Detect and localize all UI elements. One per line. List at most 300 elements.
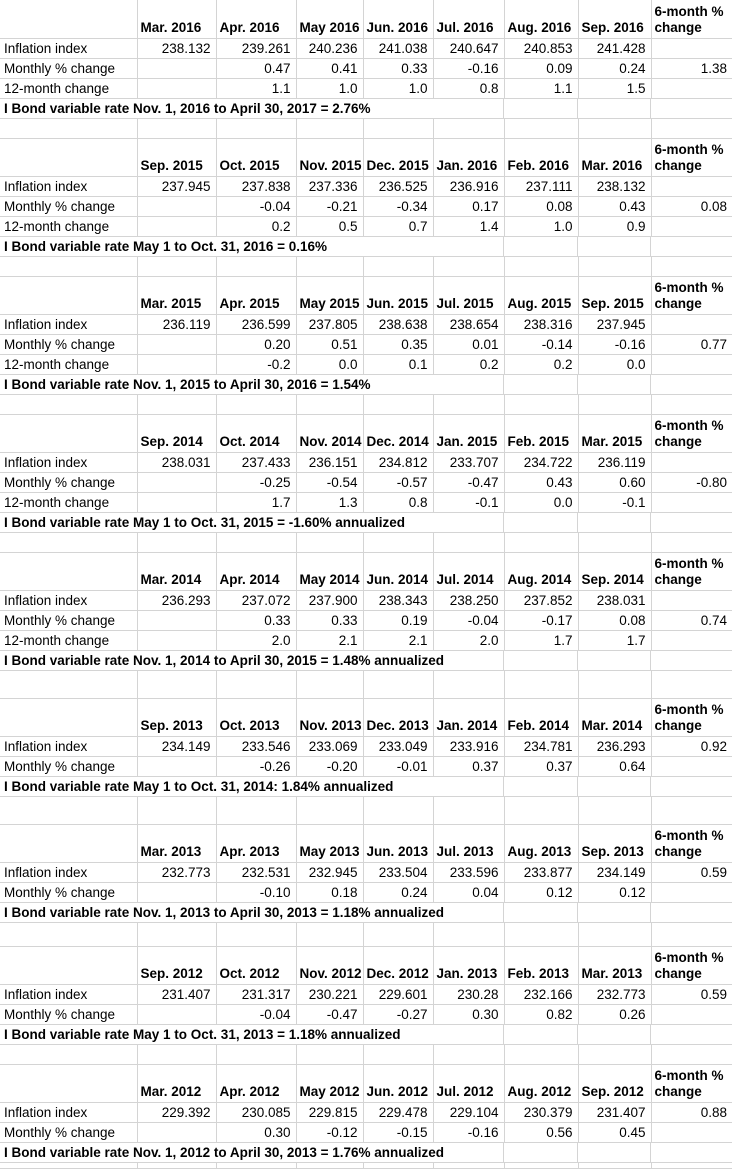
empty-cell: [433, 796, 504, 824]
value-cell[interactable]: 0.37: [504, 756, 578, 776]
value-cell[interactable]: -0.34: [363, 196, 433, 216]
month-header-cell[interactable]: Jan. 2014: [433, 698, 504, 736]
six-month-value-cell[interactable]: [651, 1122, 732, 1142]
six-month-value-cell[interactable]: 0.74: [651, 610, 732, 630]
month-header-cell[interactable]: Jan. 2015: [433, 414, 504, 452]
value-cell[interactable]: 234.812: [363, 452, 433, 472]
month-header-cell[interactable]: Jul. 2016: [433, 0, 504, 38]
row-label-cell[interactable]: Inflation index: [0, 38, 137, 58]
value-cell[interactable]: 233.504: [363, 862, 433, 882]
value-cell[interactable]: 0.8: [433, 78, 504, 98]
row-label-cell[interactable]: 12-month change: [0, 354, 137, 374]
six-month-value-cell[interactable]: [651, 492, 732, 512]
value-cell[interactable]: 238.654: [433, 314, 504, 334]
value-cell[interactable]: 229.478: [363, 1102, 433, 1122]
row-label-cell[interactable]: Inflation index: [0, 452, 137, 472]
value-cell[interactable]: 237.336: [296, 176, 363, 196]
value-cell[interactable]: 230.221: [296, 984, 363, 1004]
month-header-cell[interactable]: Jul. 2014: [433, 552, 504, 590]
month-header-cell[interactable]: Oct. 2015: [216, 138, 296, 176]
header-empty-cell[interactable]: [0, 1064, 137, 1102]
value-cell[interactable]: -0.16: [433, 58, 504, 78]
six-month-value-cell[interactable]: [651, 176, 732, 196]
value-cell[interactable]: [137, 756, 216, 776]
value-cell[interactable]: 0.26: [578, 1004, 651, 1024]
row-label-cell[interactable]: Monthly % change: [0, 882, 137, 902]
month-header-cell[interactable]: Feb. 2016: [504, 138, 578, 176]
month-header-cell[interactable]: Nov. 2012: [296, 946, 363, 984]
value-cell[interactable]: 0.01: [433, 334, 504, 354]
value-cell[interactable]: 0.60: [578, 472, 651, 492]
month-header-cell[interactable]: Jun. 2015: [363, 276, 433, 314]
six-month-header-cell[interactable]: [651, 552, 732, 590]
value-cell[interactable]: 0.2: [216, 216, 296, 236]
value-cell[interactable]: 240.853: [504, 38, 578, 58]
value-cell[interactable]: 0.41: [296, 58, 363, 78]
value-cell[interactable]: 232.773: [578, 984, 651, 1004]
value-cell[interactable]: 229.601: [363, 984, 433, 1004]
header-empty-cell[interactable]: [0, 698, 137, 736]
month-header-cell[interactable]: Jun. 2016: [363, 0, 433, 38]
empty-cell: [504, 1044, 578, 1064]
month-header-cell[interactable]: May 2012: [296, 1064, 363, 1102]
month-header-cell[interactable]: Nov. 2014: [296, 414, 363, 452]
value-cell[interactable]: 238.031: [137, 452, 216, 472]
value-cell[interactable]: 0.24: [363, 882, 433, 902]
value-cell[interactable]: 231.407: [578, 1102, 651, 1122]
value-cell[interactable]: [137, 1122, 216, 1142]
value-cell[interactable]: -0.12: [296, 1122, 363, 1142]
value-cell[interactable]: 234.149: [578, 862, 651, 882]
value-cell[interactable]: 0.12: [578, 882, 651, 902]
value-cell[interactable]: 0.04: [433, 882, 504, 902]
value-cell[interactable]: 0.33: [296, 610, 363, 630]
month-header-cell[interactable]: Jun. 2013: [363, 824, 433, 862]
value-cell[interactable]: -0.54: [296, 472, 363, 492]
six-month-header-cell[interactable]: [651, 698, 732, 736]
value-cell[interactable]: 233.877: [504, 862, 578, 882]
month-header-cell[interactable]: Mar. 2014: [578, 698, 651, 736]
value-cell[interactable]: [137, 354, 216, 374]
value-cell[interactable]: 238.638: [363, 314, 433, 334]
value-cell[interactable]: 0.82: [504, 1004, 578, 1024]
value-cell[interactable]: -0.27: [363, 1004, 433, 1024]
value-cell[interactable]: 238.316: [504, 314, 578, 334]
month-header-cell[interactable]: Apr. 2012: [216, 1064, 296, 1102]
value-cell[interactable]: 230.085: [216, 1102, 296, 1122]
value-cell[interactable]: 232.166: [504, 984, 578, 1004]
value-cell[interactable]: 1.4: [433, 216, 504, 236]
month-header-cell[interactable]: Oct. 2014: [216, 414, 296, 452]
value-cell[interactable]: -0.26: [216, 756, 296, 776]
month-header-cell[interactable]: Jan. 2016: [433, 138, 504, 176]
value-cell[interactable]: 236.119: [578, 452, 651, 472]
value-cell[interactable]: 234.722: [504, 452, 578, 472]
month-header-cell[interactable]: Mar. 2012: [137, 1064, 216, 1102]
six-month-header-cell[interactable]: [651, 138, 732, 176]
value-cell[interactable]: 230.379: [504, 1102, 578, 1122]
value-cell[interactable]: 231.317: [216, 984, 296, 1004]
value-cell[interactable]: [137, 492, 216, 512]
six-month-value-cell[interactable]: 0.08: [651, 196, 732, 216]
six-month-value-cell[interactable]: 0.92: [651, 736, 732, 756]
value-cell[interactable]: 236.293: [578, 736, 651, 756]
value-cell[interactable]: 237.072: [216, 590, 296, 610]
six-month-header-cell[interactable]: [651, 0, 732, 38]
value-cell[interactable]: 238.132: [578, 176, 651, 196]
ibond-rate-note-cell[interactable]: I Bond variable rate Nov. 1, 2012 to April 30, 2013 = 1.76% annualized: [0, 1142, 732, 1162]
value-cell[interactable]: [137, 78, 216, 98]
header-empty-cell[interactable]: [0, 824, 137, 862]
value-cell[interactable]: [137, 630, 216, 650]
value-cell[interactable]: 233.546: [216, 736, 296, 756]
month-header-cell[interactable]: Jul. 2013: [433, 824, 504, 862]
value-cell[interactable]: 0.7: [363, 216, 433, 236]
row-label-cell[interactable]: Inflation index: [0, 176, 137, 196]
value-cell[interactable]: 0.0: [578, 354, 651, 374]
value-cell[interactable]: 237.852: [504, 590, 578, 610]
six-month-value-cell[interactable]: [651, 1004, 732, 1024]
header-empty-cell[interactable]: [0, 552, 137, 590]
ibond-rate-note-cell[interactable]: I Bond variable rate Nov. 1, 2013 to April 30, 2013 = 1.18% annualized: [0, 902, 732, 922]
value-cell[interactable]: 1.7: [216, 492, 296, 512]
month-header-cell[interactable]: Feb. 2013: [504, 946, 578, 984]
value-cell[interactable]: 238.343: [363, 590, 433, 610]
value-cell[interactable]: -0.25: [216, 472, 296, 492]
month-header-cell[interactable]: Jul. 2012: [433, 1064, 504, 1102]
month-header-cell[interactable]: Sep. 2012: [137, 946, 216, 984]
row-label-cell[interactable]: Monthly % change: [0, 472, 137, 492]
value-cell[interactable]: 233.707: [433, 452, 504, 472]
month-header-cell[interactable]: Apr. 2013: [216, 824, 296, 862]
value-cell[interactable]: 0.20: [216, 334, 296, 354]
value-cell[interactable]: 241.038: [363, 38, 433, 58]
value-cell[interactable]: 1.1: [216, 78, 296, 98]
value-cell[interactable]: 234.149: [137, 736, 216, 756]
month-header-cell[interactable]: Aug. 2016: [504, 0, 578, 38]
value-cell[interactable]: 237.838: [216, 176, 296, 196]
six-month-header-cell[interactable]: [651, 276, 732, 314]
six-month-value-cell[interactable]: [651, 882, 732, 902]
row-label-cell[interactable]: 12-month change: [0, 492, 137, 512]
value-cell[interactable]: -0.10: [216, 882, 296, 902]
value-cell[interactable]: 236.525: [363, 176, 433, 196]
six-month-header-cell[interactable]: [651, 414, 732, 452]
row-label-cell[interactable]: Monthly % change: [0, 1122, 137, 1142]
header-empty-cell[interactable]: [0, 414, 137, 452]
row-label-cell[interactable]: 12-month change: [0, 630, 137, 650]
row-label-cell[interactable]: Monthly % change: [0, 196, 137, 216]
value-cell[interactable]: 0.09: [504, 58, 578, 78]
value-cell[interactable]: 0.33: [216, 610, 296, 630]
value-cell[interactable]: 0.35: [363, 334, 433, 354]
value-cell[interactable]: 0.43: [504, 472, 578, 492]
value-cell[interactable]: -0.16: [433, 1122, 504, 1142]
value-cell[interactable]: 236.119: [137, 314, 216, 334]
month-header-cell[interactable]: Feb. 2014: [504, 698, 578, 736]
month-header-cell[interactable]: Jul. 2015: [433, 276, 504, 314]
six-month-value-cell[interactable]: 0.88: [651, 1102, 732, 1122]
value-cell[interactable]: 230.28: [433, 984, 504, 1004]
value-cell[interactable]: 0.18: [296, 882, 363, 902]
value-cell[interactable]: 0.2: [433, 354, 504, 374]
value-cell[interactable]: 0.45: [578, 1122, 651, 1142]
value-cell[interactable]: 229.815: [296, 1102, 363, 1122]
six-month-value-cell[interactable]: [651, 314, 732, 334]
month-header-cell[interactable]: Sep. 2013: [137, 698, 216, 736]
value-cell[interactable]: -0.57: [363, 472, 433, 492]
value-cell[interactable]: -0.15: [363, 1122, 433, 1142]
ibond-rate-note-cell[interactable]: I Bond variable rate Nov. 1, 2015 to April 30, 2016 = 1.54%: [0, 374, 732, 394]
header-empty-cell[interactable]: [0, 0, 137, 38]
value-cell[interactable]: -0.2: [216, 354, 296, 374]
value-cell[interactable]: 1.1: [504, 78, 578, 98]
value-cell[interactable]: 234.781: [504, 736, 578, 756]
header-empty-cell[interactable]: [0, 946, 137, 984]
six-month-value-cell[interactable]: 1.38: [651, 58, 732, 78]
value-cell[interactable]: 1.0: [504, 216, 578, 236]
six-month-value-cell[interactable]: [651, 38, 732, 58]
ibond-rate-note-cell[interactable]: I Bond variable rate May 1 to Oct. 31, 2013 = 1.18% annualized: [0, 1024, 732, 1044]
value-cell[interactable]: -0.14: [504, 334, 578, 354]
value-cell[interactable]: 2.1: [296, 630, 363, 650]
month-header-cell[interactable]: Dec. 2013: [363, 698, 433, 736]
value-cell[interactable]: 1.7: [504, 630, 578, 650]
ibond-rate-note-cell[interactable]: I Bond variable rate Nov. 1, 2014 to April 30, 2015 = 1.48% annualized: [0, 650, 732, 670]
value-cell[interactable]: 0.51: [296, 334, 363, 354]
empty-cell: [578, 796, 651, 824]
six-month-value-cell[interactable]: 0.59: [651, 984, 732, 1004]
month-header-cell[interactable]: Sep. 2015: [578, 276, 651, 314]
header-empty-cell[interactable]: [0, 276, 137, 314]
value-cell[interactable]: 237.945: [578, 314, 651, 334]
value-cell[interactable]: 0.47: [216, 58, 296, 78]
month-header-cell[interactable]: Mar. 2015: [578, 414, 651, 452]
ibond-rate-note-cell[interactable]: I Bond variable rate May 1 to Oct. 31, 2016 = 0.16%: [0, 236, 732, 256]
value-cell[interactable]: 2.0: [433, 630, 504, 650]
value-cell[interactable]: 229.392: [137, 1102, 216, 1122]
value-cell[interactable]: 237.900: [296, 590, 363, 610]
month-header-cell[interactable]: Jun. 2012: [363, 1064, 433, 1102]
row-label-cell[interactable]: 12-month change: [0, 78, 137, 98]
month-header-cell[interactable]: Aug. 2014: [504, 552, 578, 590]
row-label-cell[interactable]: Inflation index: [0, 984, 137, 1004]
value-cell[interactable]: 240.236: [296, 38, 363, 58]
value-cell[interactable]: 232.531: [216, 862, 296, 882]
value-cell[interactable]: 237.805: [296, 314, 363, 334]
value-cell[interactable]: [137, 334, 216, 354]
value-cell[interactable]: 236.293: [137, 590, 216, 610]
month-header-cell[interactable]: Aug. 2015: [504, 276, 578, 314]
value-cell[interactable]: 1.3: [296, 492, 363, 512]
six-month-header-cell[interactable]: [651, 1064, 732, 1102]
six-month-value-cell[interactable]: [651, 354, 732, 374]
ibond-rate-note-cell[interactable]: I Bond variable rate May 1 to Oct. 31, 2014: 1.84% annualized: [0, 776, 732, 796]
month-header-cell[interactable]: Dec. 2012: [363, 946, 433, 984]
value-cell[interactable]: 1.0: [296, 78, 363, 98]
month-header-cell[interactable]: Sep. 2015: [137, 138, 216, 176]
value-cell[interactable]: 229.104: [433, 1102, 504, 1122]
value-cell[interactable]: 1.5: [578, 78, 651, 98]
month-header-cell[interactable]: May 2015: [296, 276, 363, 314]
value-cell[interactable]: 239.261: [216, 38, 296, 58]
value-cell[interactable]: 237.433: [216, 452, 296, 472]
month-header-cell[interactable]: Mar. 2016: [578, 138, 651, 176]
month-header-cell[interactable]: Dec. 2015: [363, 138, 433, 176]
row-label-cell[interactable]: Inflation index: [0, 862, 137, 882]
value-cell[interactable]: [137, 196, 216, 216]
value-cell[interactable]: [137, 610, 216, 630]
six-month-value-cell[interactable]: 0.77: [651, 334, 732, 354]
six-month-value-cell[interactable]: [651, 630, 732, 650]
row-label-cell[interactable]: Inflation index: [0, 736, 137, 756]
value-cell[interactable]: -0.17: [504, 610, 578, 630]
value-cell[interactable]: 232.945: [296, 862, 363, 882]
month-header-cell[interactable]: Aug. 2012: [504, 1064, 578, 1102]
value-cell[interactable]: [137, 882, 216, 902]
row-label-cell[interactable]: Inflation index: [0, 314, 137, 334]
value-cell[interactable]: -0.01: [363, 756, 433, 776]
value-cell[interactable]: 0.0: [296, 354, 363, 374]
month-header-cell[interactable]: Apr. 2014: [216, 552, 296, 590]
month-header-cell[interactable]: Sep. 2014: [578, 552, 651, 590]
value-cell[interactable]: [137, 58, 216, 78]
six-month-value-cell[interactable]: [651, 452, 732, 472]
six-month-value-cell[interactable]: [651, 216, 732, 236]
month-header-cell[interactable]: Mar. 2014: [137, 552, 216, 590]
ibond-rate-note-cell[interactable]: I Bond variable rate Nov. 1, 2016 to April 30, 2017 = 2.76%: [0, 98, 732, 118]
month-header-cell[interactable]: Apr. 2015: [216, 276, 296, 314]
value-cell[interactable]: 0.08: [504, 196, 578, 216]
value-cell[interactable]: 233.916: [433, 736, 504, 756]
value-cell[interactable]: 237.945: [137, 176, 216, 196]
month-header-cell[interactable]: Feb. 2015: [504, 414, 578, 452]
month-header-cell[interactable]: Aug. 2013: [504, 824, 578, 862]
value-cell[interactable]: [137, 1004, 216, 1024]
row-label-cell[interactable]: Inflation index: [0, 1102, 137, 1122]
value-cell[interactable]: 238.132: [137, 38, 216, 58]
month-header-cell[interactable]: Sep. 2012: [578, 1064, 651, 1102]
value-cell[interactable]: -0.47: [296, 1004, 363, 1024]
month-header-cell[interactable]: Sep. 2016: [578, 0, 651, 38]
month-header-cell[interactable]: May 2013: [296, 824, 363, 862]
value-cell[interactable]: 238.250: [433, 590, 504, 610]
value-cell[interactable]: 231.407: [137, 984, 216, 1004]
value-cell[interactable]: 236.151: [296, 452, 363, 472]
value-cell[interactable]: 1.7: [578, 630, 651, 650]
value-cell[interactable]: 0.19: [363, 610, 433, 630]
value-cell[interactable]: 232.773: [137, 862, 216, 882]
value-cell[interactable]: 2.1: [363, 630, 433, 650]
value-cell[interactable]: 0.17: [433, 196, 504, 216]
month-header-cell[interactable]: Sep. 2014: [137, 414, 216, 452]
value-cell[interactable]: [137, 216, 216, 236]
value-cell[interactable]: -0.04: [433, 610, 504, 630]
value-cell[interactable]: 0.24: [578, 58, 651, 78]
value-cell[interactable]: 240.647: [433, 38, 504, 58]
value-cell[interactable]: 233.596: [433, 862, 504, 882]
value-cell[interactable]: 238.031: [578, 590, 651, 610]
value-cell[interactable]: 0.30: [433, 1004, 504, 1024]
value-cell[interactable]: -0.04: [216, 1004, 296, 1024]
value-cell[interactable]: 0.56: [504, 1122, 578, 1142]
month-header-cell[interactable]: Mar. 2015: [137, 276, 216, 314]
row-label-cell[interactable]: Inflation index: [0, 590, 137, 610]
value-cell[interactable]: 0.12: [504, 882, 578, 902]
row-label-cell[interactable]: Monthly % change: [0, 334, 137, 354]
six-month-value-cell[interactable]: [651, 590, 732, 610]
month-header-cell[interactable]: Nov. 2015: [296, 138, 363, 176]
six-month-value-cell[interactable]: [651, 78, 732, 98]
month-header-cell[interactable]: Mar. 2013: [578, 946, 651, 984]
value-cell[interactable]: 0.8: [363, 492, 433, 512]
value-cell[interactable]: -0.20: [296, 756, 363, 776]
month-header-cell[interactable]: May 2014: [296, 552, 363, 590]
value-cell[interactable]: 0.1: [363, 354, 433, 374]
month-header-cell[interactable]: Jun. 2014: [363, 552, 433, 590]
value-cell[interactable]: 0.08: [578, 610, 651, 630]
month-header-cell[interactable]: Dec. 2014: [363, 414, 433, 452]
value-cell[interactable]: 233.069: [296, 736, 363, 756]
value-cell[interactable]: 241.428: [578, 38, 651, 58]
row-label-cell[interactable]: 12-month change: [0, 216, 137, 236]
value-cell[interactable]: -0.04: [216, 196, 296, 216]
header-empty-cell[interactable]: [0, 138, 137, 176]
month-header-cell[interactable]: Sep. 2013: [578, 824, 651, 862]
month-header-cell[interactable]: Oct. 2013: [216, 698, 296, 736]
six-month-header-cell[interactable]: [651, 946, 732, 984]
value-cell[interactable]: -0.1: [433, 492, 504, 512]
six-month-value-cell[interactable]: [651, 756, 732, 776]
month-header-cell[interactable]: May 2016: [296, 0, 363, 38]
value-cell[interactable]: 0.33: [363, 58, 433, 78]
value-cell[interactable]: -0.16: [578, 334, 651, 354]
value-cell[interactable]: -0.1: [578, 492, 651, 512]
value-cell[interactable]: 0.64: [578, 756, 651, 776]
value-cell[interactable]: 0.43: [578, 196, 651, 216]
value-cell[interactable]: 0.9: [578, 216, 651, 236]
six-month-value-cell[interactable]: 0.59: [651, 862, 732, 882]
value-cell[interactable]: 0.2: [504, 354, 578, 374]
row-label-cell[interactable]: Monthly % change: [0, 58, 137, 78]
value-cell[interactable]: 236.599: [216, 314, 296, 334]
value-cell[interactable]: 0.30: [216, 1122, 296, 1142]
value-cell[interactable]: 2.0: [216, 630, 296, 650]
value-cell[interactable]: 236.916: [433, 176, 504, 196]
value-cell[interactable]: -0.47: [433, 472, 504, 492]
month-header-cell[interactable]: Oct. 2012: [216, 946, 296, 984]
ibond-rate-note-cell[interactable]: I Bond variable rate May 1 to Oct. 31, 2015 = -1.60% annualized: [0, 512, 732, 532]
value-cell[interactable]: 1.0: [363, 78, 433, 98]
value-cell[interactable]: 0.5: [296, 216, 363, 236]
row-label-cell[interactable]: Monthly % change: [0, 1004, 137, 1024]
six-month-value-cell[interactable]: -0.80: [651, 472, 732, 492]
value-cell[interactable]: 237.111: [504, 176, 578, 196]
value-cell[interactable]: 0.37: [433, 756, 504, 776]
month-header-cell[interactable]: Mar. 2016: [137, 0, 216, 38]
value-cell[interactable]: -0.21: [296, 196, 363, 216]
value-cell[interactable]: [137, 472, 216, 492]
value-cell[interactable]: 0.0: [504, 492, 578, 512]
row-label-cell[interactable]: Monthly % change: [0, 610, 137, 630]
month-header-cell[interactable]: Nov. 2013: [296, 698, 363, 736]
six-month-header-cell[interactable]: [651, 824, 732, 862]
month-header-cell[interactable]: Apr. 2016: [216, 0, 296, 38]
month-header-cell[interactable]: Mar. 2013: [137, 824, 216, 862]
month-header-cell[interactable]: Jan. 2013: [433, 946, 504, 984]
row-label-cell[interactable]: Monthly % change: [0, 756, 137, 776]
value-cell[interactable]: 233.049: [363, 736, 433, 756]
